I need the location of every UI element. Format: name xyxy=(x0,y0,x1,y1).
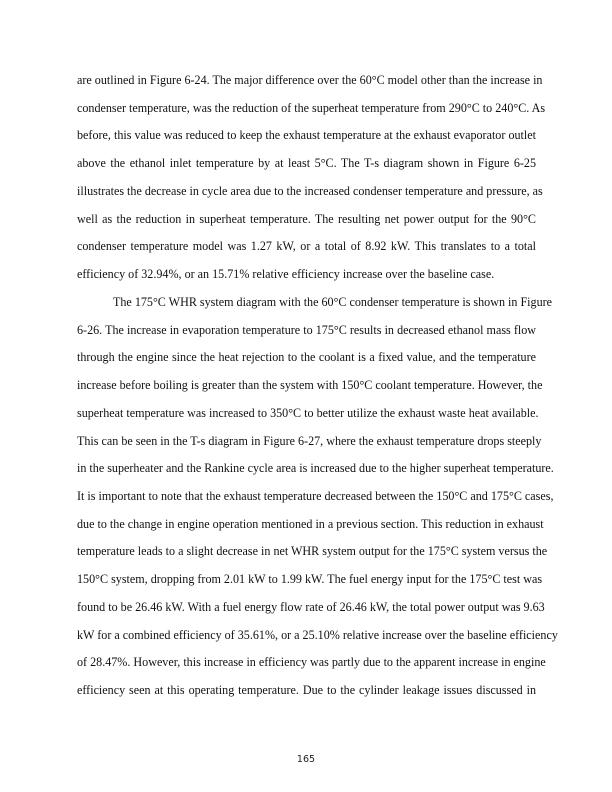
text-line: condenser temperature model was 1.27 kW, or a total of 8.92 kW. This translates to a total xyxy=(77,239,536,254)
text-line: increase before boiling is greater than the system with 150°C coolant temperature. However, the xyxy=(77,378,543,393)
text-line: temperature leads to a slight decrease in net WHR system output for the 175°C system versus the xyxy=(77,544,548,559)
text-line: 150°C system, dropping from 2.01 kW to 1.99 kW. The fuel energy input for the 175°C test was xyxy=(77,572,543,587)
text-line: well as the reduction in superheat temperature. The resulting net power output for the 90°C xyxy=(77,211,536,226)
text-line: The 175°C WHR system diagram with the 60°C condenser temperature is shown in Figure xyxy=(113,294,553,309)
text-line: above the ethanol inlet temperature by at least 5°C. The T-s diagram shown in Figure 6-25 xyxy=(77,156,536,171)
text-line: illustrates the decrease in cycle area due to the increased condenser temperature and pressure, as xyxy=(77,183,543,198)
text-line: found to be 26.46 kW. With a fuel energy flow rate of 26.46 kW, the total power output was 9.63 xyxy=(77,599,545,614)
text-line: before, this value was reduced to keep the exhaust temperature at the exhaust evaporator outlet xyxy=(77,128,536,143)
text-line: in the superheater and the Rankine cycle area is increased due to the higher superheat temperature. xyxy=(77,461,554,476)
text-line: are outlined in Figure 6-24. The major difference over the 60°C model other than the increase in xyxy=(77,73,543,87)
text-line: due to the change in engine operation mentioned in a previous section. This reduction in exhaust xyxy=(77,516,544,531)
paragraph-2 xyxy=(77,289,558,705)
document-body xyxy=(77,67,558,705)
text-line: condenser temperature, was the reduction of the superheat temperature from 290°C to 240°C. As xyxy=(77,100,546,115)
text-line: of 28.47%. However, this increase in efficiency was partly due to the apparent increase in engine xyxy=(77,655,546,670)
text-line: through the engine since the heat rejection to the coolant is a fixed value, and the temperature xyxy=(77,350,536,365)
text-line: It is important to note that the exhaust temperature decreased between the 150°C and 175°C cases, xyxy=(77,489,554,504)
text-line: kW for a combined efficiency of 35.61%, or a 25.10% relative increase over the baseline efficiency xyxy=(77,627,558,642)
paragraph-1 xyxy=(77,67,546,289)
text-line: superheat temperature was increased to 350°C to better utilize the exhaust waste heat available. xyxy=(77,405,539,420)
text-line: efficiency seen at this operating temperature. Due to the cylinder leakage issues discussed in xyxy=(77,683,536,698)
text-line: efficiency of 32.94%, or an 15.71% relative efficiency increase over the baseline case. xyxy=(77,267,495,282)
text-line: 6-26. The increase in evaporation temperature to 175°C results in decreased ethanol mass flow xyxy=(77,322,536,337)
text-line: This can be seen in the T-s diagram in Figure 6-27, where the exhaust temperature drops steeply xyxy=(77,433,542,448)
page-number: 165 xyxy=(296,754,316,765)
